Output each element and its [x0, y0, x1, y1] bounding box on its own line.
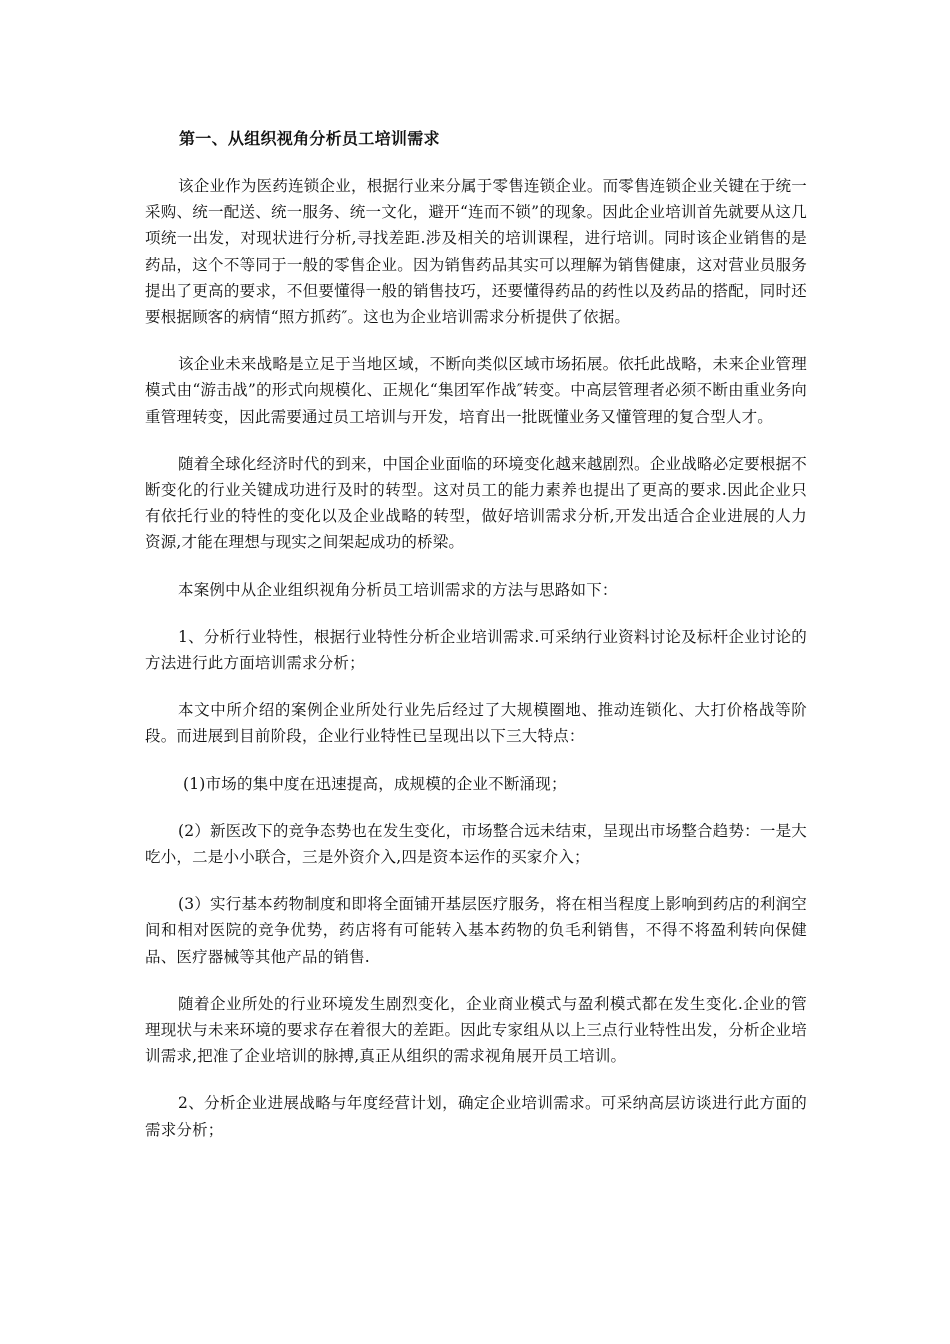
paragraph-7: (1)市场的集中度在迅速提高，成规模的企业不断涌现；	[183, 774, 567, 793]
paragraph-1: 该企业作为医药连锁企业，根据行业来分属于零售连锁企业。而零售连锁企业关键在于统一采购、统一配送、统一服务、统一文化，避开“连而不锁”的现象。因此企业培训首先就要从这几项统一出发，对现状进行分析,寻找差距.涉及相关的培训课程，进行培训。同时该企业销售的是药品，这个不等同于一般的零售企业。因为销售药品其实可以理解为销售健康，这对营业员服务提出了更高的要求，不但要懂得一般的销售技巧，还要懂得药品的药性以及药品的搭配，同时还要根据顾客的病情“照方抓药″。这也为企业培训需求分析提供了依据。	[145, 177, 807, 327]
paragraph-4: 本案例中从企业组织视角分析员工培训需求的方法与思路如下：	[178, 580, 618, 599]
paragraph-9: (3）实行基本药物制度和即将全面铺开基层医疗服务，将在相当程度上影响到药店的利润空间和相对医院的竞争优势，药店将有可能转入基本药物的负毛利销售，不得不将盈利转向保健品、医疗器械等其他产品的销售.	[145, 895, 807, 966]
document-body	[145, 126, 807, 1164]
section-heading: 第一、从组织视角分析员工培训需求	[179, 129, 440, 148]
paragraph-3: 随着全球化经济时代的到来，中国企业面临的环境变化越来越剧烈。企业战略必定要根据不断变化的行业关键成功进行及时的转型。这对员工的能力素养也提出了更高的要求.因此企业只有依托行业的特性的变化以及企业战略的转型，做好培训需求分析,开发出适合企业进展的人力资源,才能在理想与现实之间架起成功的桥梁。	[145, 454, 807, 552]
paragraph-11: 2、分析企业进展战略与年度经营计划，确定企业培训需求。可采纳高层访谈进行此方面的需求分析；	[145, 1094, 807, 1139]
paragraph-5: 1、分析行业特性，根据行业特性分析企业培训需求.可采纳行业资料讨论及标杆企业讨论的方法进行此方面培训需求分析；	[145, 627, 807, 673]
paragraph-10: 随着企业所处的行业环境发生剧烈变化，企业商业模式与盈利模式都在发生变化.企业的管理现状与未来环境的要求存在着很大的差距。因此专家组从以上三点行业特性出发，分析企业培训需求,把准了企业培训的脉搏,真正从组织的需求视角展开员工培训。	[145, 994, 807, 1066]
paragraph-8: (2）新医改下的竞争态势也在发生变化，市场整合远未结束，呈现出市场整合趋势：一是大吃小，二是小小联合，三是外资介入,四是资本运作的买家介入；	[145, 821, 807, 867]
paragraph-2: 该企业未来战略是立足于当地区域，不断向类似区域市场拓展。依托此战略，未来企业管理模式由“游击战”的形式向规模化、正规化“集团军作战″转变。中高层管理者必须不断由重业务向重管理转变，因此需要通过员工培训与开发，培育出一批既懂业务又懂管理的复合型人才。	[145, 355, 807, 426]
paragraph-6: 本文中所介绍的案例企业所处行业先后经过了大规模圈地、推动连锁化、大打价格战等阶段。而进展到目前阶段，企业行业特性已呈现出以下三大特点：	[145, 701, 807, 746]
